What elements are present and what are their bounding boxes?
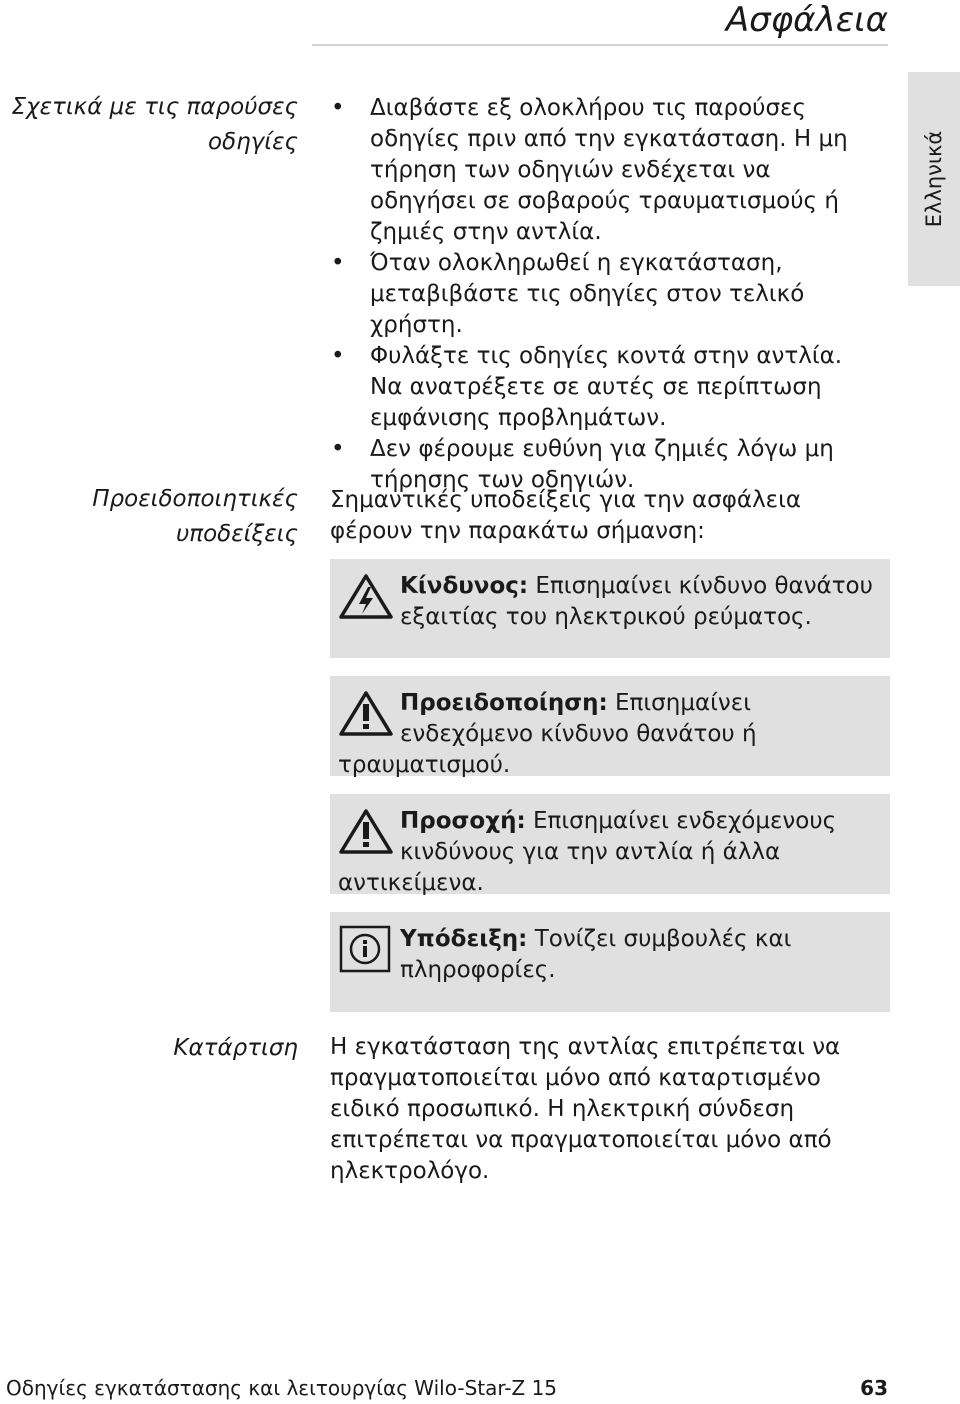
page-title: Ασφάλεια	[725, 0, 888, 40]
exclamation-warning-icon	[338, 690, 394, 736]
bullet-dot: •	[331, 250, 345, 276]
list-item	[330, 341, 870, 434]
electric-warning-icon	[338, 573, 394, 619]
list-item-text: Φυλάξτε τις οδηγίες κοντά στην αντλία. Να ανατρέξετε σε αυτές σε περίπτωση εμφάνισης προβλημάτων.	[370, 343, 843, 431]
notice-hint	[330, 912, 890, 1012]
notice-warning	[330, 676, 890, 776]
section-label-warnings-line1: Προειδοποιητικές	[92, 486, 298, 512]
section-label-about-line2: οδηγίες	[207, 129, 298, 155]
section-label-warnings	[0, 482, 298, 552]
list-item	[330, 248, 870, 341]
section-label-about-line1: Σχετικά με τις παρούσες	[11, 94, 298, 120]
notice-text: Τονίζει συμβουλές και πληροφορίες.	[400, 926, 792, 983]
warnings-intro: Σημαντικές υποδείξεις για την ασφάλεια φέρουν την παρακάτω σήμανση:	[330, 487, 802, 544]
notice-text: Επισημαίνει ενδεχόμενους κινδύνους για την αντλία ή άλλα αντικείμενα.	[338, 808, 837, 896]
bullet-dot: •	[331, 343, 345, 369]
notice-heading: Προειδοποίηση:	[400, 690, 608, 716]
language-tab-label: Ελληνικά	[922, 130, 946, 228]
notice-heading: Προσοχή:	[400, 808, 526, 834]
notice-text: Επισημαίνει ενδεχόμενο κίνδυνο θανάτου ή τραυματισμού.	[338, 690, 757, 778]
footer-text: Οδηγίες εγκατάστασης και λειτουργίας Wilo-Star-Z 15	[6, 1376, 558, 1400]
section-label-warnings-line2: υποδείξεις	[175, 521, 298, 547]
list-item-text: Δεν φέρουμε ευθύνη για ζημιές λόγω μη τήρησης των οδηγιών.	[370, 436, 834, 493]
notice-text: Επισημαίνει κίνδυνο θανάτου εξαιτίας του ηλεκτρικού ρεύματος.	[400, 573, 873, 630]
training-text: Η εγκατάσταση της αντλίας επιτρέπεται να πραγματοποιείται μόνο από καταρτισμένο ειδικό προσωπικό. Η ηλεκτρική σύνδεση επιτρέπεται να πραγματοποιείται μόνο από ηλεκτρολόγο.	[330, 1034, 841, 1184]
bullet-dot: •	[331, 436, 345, 462]
page-number: 63	[860, 1376, 888, 1400]
list-item-text: Διαβάστε εξ ολοκλήρου τις παρούσες οδηγίες πριν από την εγκατάσταση. Η μη τήρηση των οδηγιών ενδέχεται να οδηγήσει σε σοβαρούς τραυματισμούς ή ζημιές στην αντλία.	[370, 95, 848, 245]
list-item-text: Όταν ολοκληρωθεί η εγκατάσταση, μεταβιβάστε τις οδηγίες στον τελικό χρήστη.	[370, 250, 805, 338]
info-icon	[338, 924, 394, 974]
bullet-dot: •	[331, 95, 345, 121]
notice-caution	[330, 794, 890, 894]
list-item	[330, 93, 870, 248]
header-rule	[312, 44, 888, 46]
notice-heading: Υπόδειξη:	[400, 926, 528, 952]
section-label-training: Κατάρτιση	[173, 1035, 298, 1061]
about-bullet-list	[330, 93, 870, 496]
notice-heading: Κίνδυνος:	[400, 573, 529, 599]
exclamation-warning-icon	[338, 808, 394, 854]
section-label-about	[0, 90, 298, 160]
language-tab	[908, 72, 960, 286]
notice-danger	[330, 559, 890, 658]
